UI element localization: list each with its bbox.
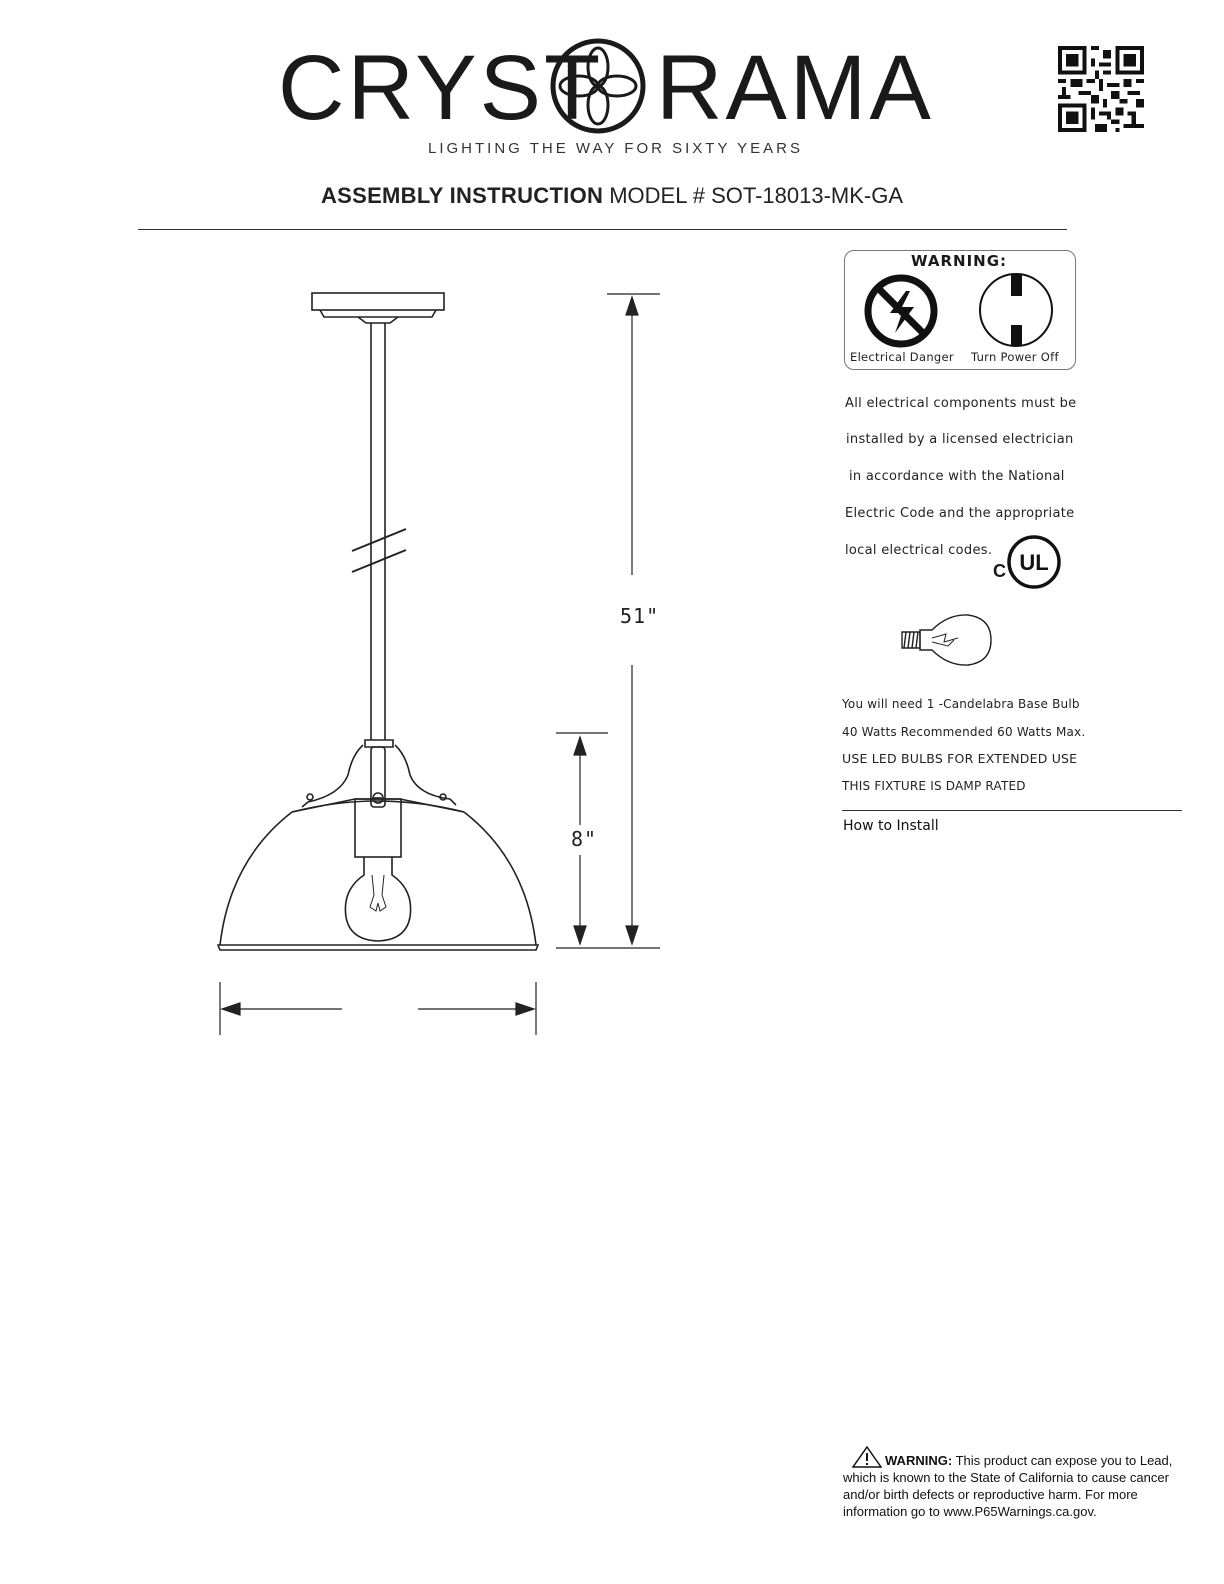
electrical-notice-line: local electrical codes. (845, 543, 993, 558)
document-heading (0, 183, 1224, 209)
light-bulb-icon (898, 612, 994, 668)
brand-tagline: LIGHTING THE WAY FOR SIXTY YEARS (428, 140, 803, 157)
header-divider (138, 229, 1067, 230)
canopy-base (320, 310, 436, 317)
ul-listed-icon (1006, 534, 1062, 590)
ul-c-mark: C (993, 561, 1006, 581)
logo-text-right: RAMA (656, 37, 934, 139)
model-number: MODEL # SOT-18013-MK-GA (609, 183, 904, 208)
overall-height-label: 51" (620, 604, 660, 628)
logo-emblem-icon (548, 36, 648, 136)
prop65-warning (843, 1452, 1188, 1520)
canopy (312, 293, 444, 310)
electrical-danger-caption: Electrical Danger (850, 350, 954, 364)
electrical-notice-line: Electric Code and the appropriate (845, 506, 1075, 521)
prop65-label: WARNING: (885, 1453, 953, 1468)
bulb-info-line: USE LED BULBS FOR EXTENDED USE (842, 751, 1078, 766)
install-divider (842, 810, 1182, 811)
prop65-text: This product can expose you to Lead, which is known to the State of California to cause cancer and/or birth defects or reproductive harm. For more information go to www.P65Warnings.ca.gov. (843, 1453, 1173, 1519)
electrical-danger-icon (862, 273, 940, 349)
bulb-info-line: You will need 1 -Candelabra Base Bulb (842, 697, 1080, 711)
shade-height-label: 8" (571, 827, 598, 851)
fixture-diagram (200, 285, 670, 1045)
electrical-notice-line: in accordance with the National (849, 469, 1065, 484)
bulb-info-line: 40 Watts Recommended 60 Watts Max. (842, 725, 1086, 739)
electrical-notice-line: All electrical components must be (845, 396, 1077, 411)
warning-panel-title: WARNING: (910, 252, 1008, 270)
qr-code-icon (1058, 46, 1144, 132)
heading-title: ASSEMBLY INSTRUCTION (320, 183, 604, 208)
turn-power-off-icon (976, 272, 1056, 348)
how-to-install-heading: How to Install (843, 818, 939, 834)
ul-mark-text: UL (1019, 550, 1049, 575)
brand-logo (278, 30, 938, 140)
bulb-info-line: THIS FIXTURE IS DAMP RATED (842, 779, 1026, 793)
electrical-notice-line: installed by a licensed electrician (846, 432, 1074, 447)
turn-power-off-caption: Turn Power Off (971, 350, 1059, 364)
logo-text-left: CRYST (278, 37, 604, 139)
